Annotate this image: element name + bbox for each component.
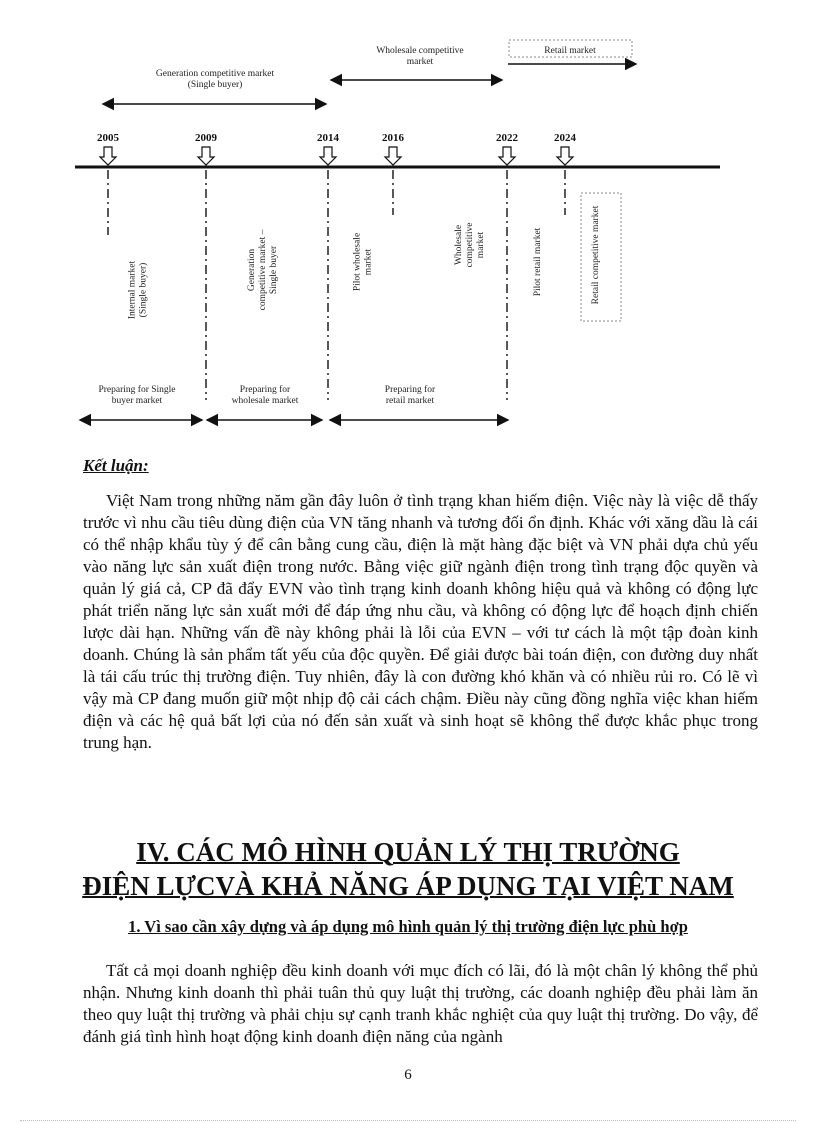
- conclusion-paragraph: Việt Nam trong những năm gần đây luôn ở tình trạng khan hiếm điện. Việc này là việc dễ thấy trước vì nhu cầu tiêu dùng điện của VN tăng nhanh và tương đối ổn định. Khác với xăng dầu là cái có thể nhập khẩu tùy ý để cân bằng cung cầu, điện là mặt hàng đặc biệt và VN phải dựa chủ yếu vào năng lực sản xuất điện trong nước. Bằng việc giữ ngành điện trong tình trạng độc quyền và quản lý giá cả, CP đã đẩy EVN vào tình trạng kinh doanh không hiệu quả và không có động lực phát triển năng lực sản xuất mới để đáp ứng nhu cầu, và không có động lực để hoạch định chiến lược dài hạn. Những vấn đề này không phải là lỗi của EVN – với tư cách là một tập đoàn kinh doanh. Chúng là sản phẩm tất yếu của độc quyền. Để giải được bài toán điện, con đường duy nhất là tái cấu trúc thị trường điện. Tuy nhiên, đây là con đường khó khăn và có nhiều rủi ro. Có lẽ vì vậy mà CP đang muốn giữ một nhịp độ cải cách chậm. Điều này cũng đồng nghĩa việc khan hiếm điện và các hệ quả bất lợi của nó đến sản xuất và sinh hoạt sẽ không thể được khắc phục trong trung hạn.: [83, 491, 758, 752]
- period-generation: [103, 69, 326, 104]
- milestone-label: Generationcompetitive market –Single buyer: [247, 229, 279, 311]
- milestone-label: Pilot wholesalemarket: [352, 232, 374, 292]
- milestone-lines: [108, 170, 565, 400]
- page-bottom-rule: [20, 1120, 796, 1121]
- year-label: 2016: [382, 132, 404, 144]
- milestone-label: Retail competitive market: [591, 205, 601, 305]
- down-arrow-icon: [557, 147, 573, 165]
- year-label: 2005: [97, 132, 119, 144]
- section-title-line-2: ĐIỆN LỰCVÀ KHẢ NĂNG ÁP DỤNG TẠI VIỆT NAM: [82, 871, 734, 901]
- year-label: 2024: [554, 132, 576, 144]
- preparing-wholesale: [207, 384, 322, 420]
- section-subheading: 1. Vì sao cần xây dựng và áp dụng mô hình quản lý thị trường điện lực phù hợp: [128, 917, 688, 936]
- milestone-label: Internal market(Single buyer): [127, 260, 149, 320]
- preparing-label: Preparing for wholesale market: [231, 385, 299, 406]
- down-arrow-icon: [385, 147, 401, 165]
- period-label: Generation competitive market (Single buyer): [155, 69, 275, 90]
- section-paragraph: Tất cả mọi doanh nghiệp đều kinh doanh với mục đích có lãi, đó là một chân lý không thể phủ nhận. Nhưng kinh doanh thì phải tuân thủ quy luật thị trường, các doanh nghiệp đều phải làm ăn theo quy luật thị trường và phải chịu sự cạnh tranh khắc nghiệt của quy luật thị trường. Do vậy, để đánh giá tình hình hoạt động kinh doanh điện năng của ngành: [83, 961, 758, 1046]
- conclusion-heading: Kết luận:: [83, 456, 149, 475]
- retail-competitive-box: [581, 193, 621, 321]
- section-title-line-1: IV. CÁC MÔ HÌNH QUẢN LÝ THỊ TRƯỜNG: [136, 837, 680, 867]
- down-arrow-icon: [198, 147, 214, 165]
- preparing-label: Preparing for Single buyer market: [98, 385, 176, 406]
- milestone-label: Wholesalecompetitivemarket: [454, 222, 486, 268]
- down-arrow-icon: [499, 147, 515, 165]
- period-label: Retail market: [544, 46, 596, 56]
- timeline-years: [97, 132, 577, 165]
- period-wholesale: [331, 46, 502, 80]
- market-roadmap-diagram: [0, 0, 816, 440]
- preparing-single-buyer: [80, 384, 202, 420]
- period-retail: [508, 40, 636, 64]
- preparing-label: Preparing for retail market: [384, 385, 436, 406]
- down-arrow-icon: [320, 147, 336, 165]
- page-number: 6: [404, 1067, 412, 1083]
- section-title: [60, 835, 756, 903]
- milestone-label: Pilot retail market: [533, 227, 543, 297]
- milestone-labels: [128, 205, 602, 319]
- down-arrow-icon: [100, 147, 116, 165]
- year-label: 2022: [496, 132, 518, 144]
- preparing-retail: [330, 384, 508, 420]
- year-label: 2014: [317, 132, 339, 144]
- year-label: 2009: [195, 132, 217, 144]
- period-label: Wholesale competitive market: [376, 46, 464, 67]
